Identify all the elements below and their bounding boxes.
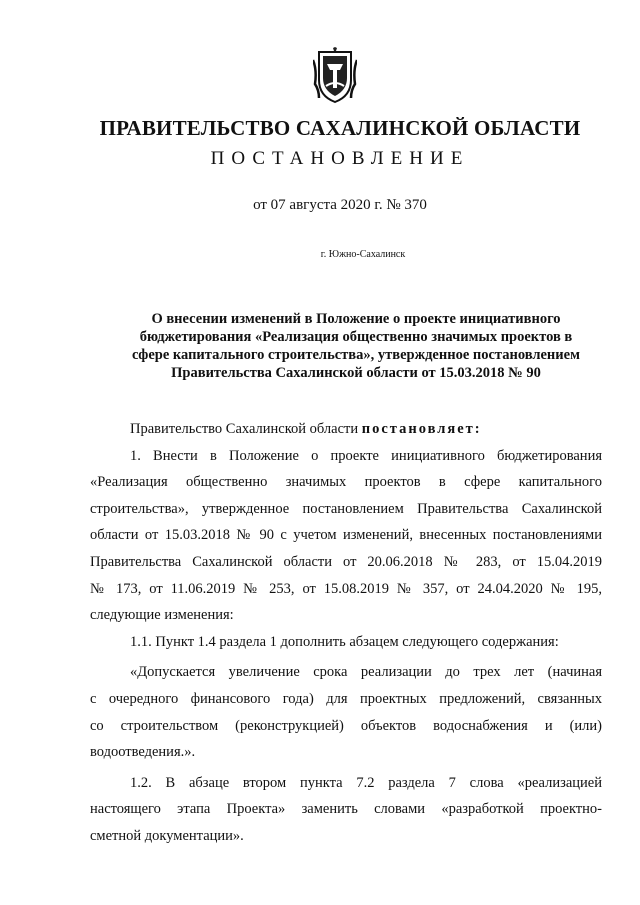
subject-line: Правительства Сахалинской области от 15.03.2018 № 90 <box>171 365 541 381</box>
subject-line: сфере капитального строительства», утвержденное постановлением <box>132 347 580 363</box>
document-date-number: от 07 августа 2020 г. № 370 <box>253 197 427 213</box>
intro-line <box>90 416 602 443</box>
organization-title: ПРАВИТЕЛЬСТВО САХАЛИНСКОЙ ОБЛАСТИ <box>99 116 581 140</box>
intro-verb: постановляет: <box>361 421 482 437</box>
paragraph-1-line: 1. Внести в Положение о проекте инициативного бюджетирования <box>130 447 602 464</box>
quote-line: со строительством (реконструкцией) объектов водоснабжения и (или) <box>90 717 602 734</box>
document-city: г. Южно-Сахалинск <box>320 249 406 260</box>
quote-line: с очередного финансового года) для проектных предложений, связанных <box>90 690 602 707</box>
quote-line: «Допускается увеличение срока реализации до трех лет (начиная <box>130 664 602 681</box>
document-type: ПОСТАНОВЛЕНИЕ <box>210 148 470 169</box>
paragraph-1-line: области от 15.03.2018 № 90 с учетом изменений, внесенных постановлениями <box>90 527 602 544</box>
intro-prefix: Правительство Сахалинской области <box>130 421 362 437</box>
paragraph-1-line: «Реализация общественно значимых проектов в сфере капитального <box>90 474 602 491</box>
paragraph-1-line: Правительства Сахалинской области от 20.06.2018 № 283, от 15.04.2019 <box>90 553 602 570</box>
quote-line: водоотведения.». <box>90 744 196 761</box>
paragraph-1-line: следующие изменения: <box>90 607 234 624</box>
document-subject <box>96 310 616 382</box>
paragraph-1-2-line: 1.2. В абзаце втором пункта 7.2 раздела 7 слова «реализацией <box>130 774 602 791</box>
paragraph-1-line: № 173, от 11.06.2019 № 253, от 15.08.2019 № 357, от 24.04.2020 № 195, <box>90 580 602 597</box>
document-body <box>90 416 602 850</box>
coat-of-arms-emblem <box>313 46 357 104</box>
paragraph-1-2-line: настоящего этапа Проекта» заменить словами «разработкой проектно- <box>90 801 602 818</box>
paragraph-1-1: 1.1. Пункт 1.4 раздела 1 дополнить абзацем следующего содержания: <box>130 633 559 650</box>
subject-line: О внесении изменений в Положение о проекте инициативного <box>151 311 561 327</box>
paragraph-1-2-line: сметной документации». <box>90 827 244 844</box>
paragraph-1-line: строительства», утвержденное постановлением Правительства Сахалинской <box>90 500 602 517</box>
subject-line: бюджетирования «Реализация общественно значимых проектов в <box>139 329 573 345</box>
